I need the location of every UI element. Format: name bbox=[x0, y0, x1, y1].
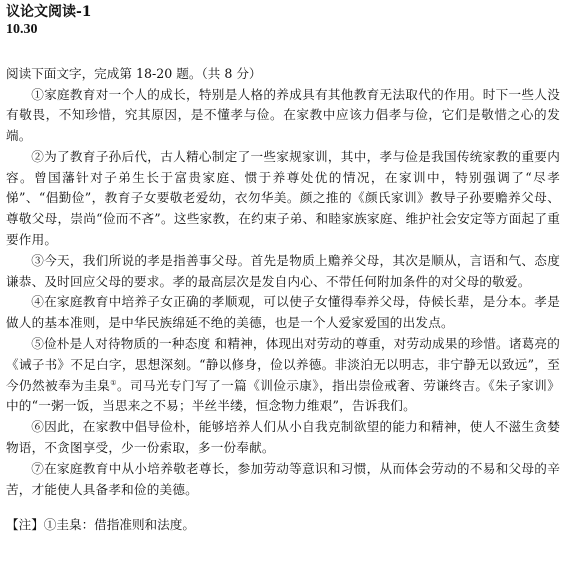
paragraph-2: ②为了教育子孙后代，古人精心制定了一些家规家训，其中，孝与俭是我国传统家教的重要内容。曾国藩针对子弟生长于富贵家庭、惯于养尊处优的情况，在家训中，特别强调了“尽孝悌”、“倡勤俭”，教育子女要敬老爱幼，衣勿华美。颜之推的《颜氏家训》教导子孙要赡养父母、尊敬父母，崇尚“俭而不吝”。这些家教，在约束子弟、和睦家族家庭、维护社会安定等方面起了重要作用。 bbox=[6, 148, 560, 248]
paragraph-3: ③今天，我们所说的孝是指善事父母。首先是物质上赡养父母，其次是顺从，言语和气、态度谦恭、及时回应父母的要求。孝的最高层次是发自内心、不带任何附加条件的对父母的敬爱。 bbox=[6, 252, 560, 289]
paragraph-6: ⑥因此，在家教中倡导俭朴，能够培养人们从小自我克制欲望的能力和精神，使人不滋生贪婪物语，不贪图享受，少一份索取，多一份奉献。 bbox=[6, 419, 560, 456]
paragraph-5 bbox=[6, 334, 560, 417]
paragraph-5-part-2: 。司马光专门写了一篇《训俭示康》，指出崇俭戒奢、劳谦终吉。《朱子家训》中的“一粥一饭，当思来之不易；半丝半缕，恒念物力维艰”，告诉我们。 bbox=[6, 377, 561, 414]
footnote-marker: ① bbox=[110, 378, 117, 387]
paragraph-4: ④在家庭教育中培养子女正确的孝顺观，可以使子女懂得奉养父母，侍候长辈，是分本。孝是做人的基本准则，是中华民族绵延不绝的美德，也是一个人爱家爱国的出发点。 bbox=[6, 294, 560, 331]
question-instruction: 阅读下面文字，完成第 18-20 题。（共 8 分） bbox=[6, 66, 262, 81]
document-date: 10.30 bbox=[6, 22, 38, 37]
paragraph-5-part-1: ⑤俭朴是人对待物质的一种态度 和精神，体现出对劳动的尊重，对劳动成果的珍惜。诸葛亮的《诫子书》不足白字，思想深刻。“静以修身，俭以养德。非淡泊无以明志，非宁静无以致远”，至今仍然被奉为圭臬 bbox=[6, 336, 560, 393]
paragraph-1: ①家庭教育对一个人的成长，特别是人格的养成具有其他教育无法取代的作用。时下一些人没有敬畏，不知珍惜，究其原因，是不懂孝与俭。在家教中应该力倡孝与俭，它们是敬惜之心的发端。 bbox=[6, 86, 560, 144]
paragraph-7: ⑦在家庭教育中从小培养敬老尊长，参加劳动等意识和习惯，从而体会劳动的不易和父母的辛苦，才能使人具备孝和俭的美德。 bbox=[6, 460, 560, 497]
document-title: 议论文阅读-1 bbox=[6, 4, 92, 20]
footnote: 【注】①圭臬：借指准则和法度。 bbox=[6, 517, 195, 533]
